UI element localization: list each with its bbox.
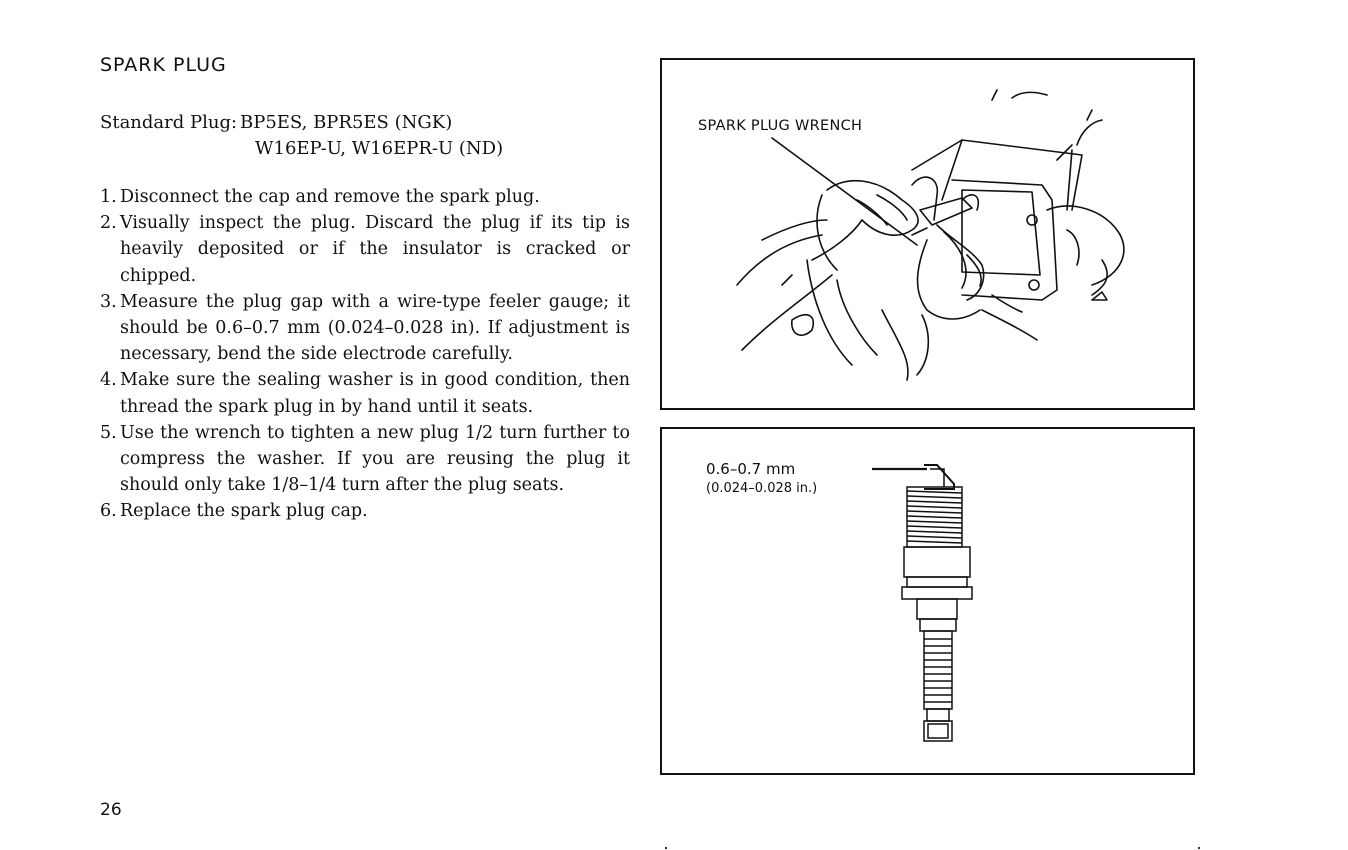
wrench-label: SPARK PLUG WRENCH xyxy=(698,118,863,134)
step-text: Use the wrench to tighten a new plug 1/2 turn further to compress the washer. If you are reusing the plug it should only take 1/8–1/4 turn after the plug seats. xyxy=(120,422,630,496)
standard-plug-spec xyxy=(100,110,630,162)
gap-mm-label: 0.6–0.7 mm xyxy=(706,460,796,478)
scan-mark xyxy=(665,847,667,849)
thread-line xyxy=(907,521,962,523)
step-number: 2. xyxy=(100,213,117,234)
spark-plug-threads xyxy=(907,491,962,543)
step-item xyxy=(100,420,630,499)
step-item xyxy=(100,367,630,419)
thread-line xyxy=(907,516,962,518)
gap-in-label: (0.024–0.028 in.) xyxy=(706,481,818,496)
step-text: Make sure the sealing washer is in good condition, then thread the spark plug in by hand until it seats. xyxy=(120,370,630,417)
wrench-illustration-figure xyxy=(660,58,1195,410)
thread-line xyxy=(907,541,962,543)
thread-line xyxy=(907,501,962,503)
spark-plug-gap-figure xyxy=(660,427,1195,775)
thread-line xyxy=(907,536,962,538)
step-text: Disconnect the cap and remove the spark plug. xyxy=(120,187,540,207)
page-number: 26 xyxy=(100,800,122,820)
scan-mark xyxy=(1198,847,1200,849)
step-number: 6. xyxy=(100,501,117,522)
step-item xyxy=(100,210,630,289)
step-number: 1. xyxy=(100,187,117,207)
thread-line xyxy=(907,531,962,533)
step-text: Visually inspect the plug. Discard the plug if its tip is heavily deposited or if the insulator is cracked or chipped. xyxy=(120,213,630,286)
thread-line xyxy=(907,491,962,493)
thread-line xyxy=(907,511,962,513)
step-item xyxy=(100,289,630,368)
standard-plug-line-1: BP5ES, BPR5ES (NGK) xyxy=(240,112,453,133)
thread-line xyxy=(907,526,962,528)
step-number: 5. xyxy=(100,422,117,443)
step-item xyxy=(100,498,630,524)
wrench-illustration xyxy=(662,60,1193,408)
text-column xyxy=(100,54,630,525)
step-number: 3. xyxy=(100,291,117,312)
thread-line xyxy=(907,496,962,498)
step-number: 4. xyxy=(100,370,117,391)
spark-plug-ribs xyxy=(924,639,952,702)
step-text: Replace the spark plug cap. xyxy=(120,501,368,522)
step-text: Measure the plug gap with a wire-type feeler gauge; it should be 0.6–0.7 mm (0.024–0.028 in). If adjustment is necessary, bend the side electrode carefully. xyxy=(120,291,630,365)
standard-plug-label: Standard Plug: xyxy=(100,112,238,133)
page-title: SPARK PLUG xyxy=(100,54,227,76)
procedure-steps xyxy=(100,184,630,525)
standard-plug-line-2: W16EP-U, W16EPR-U (ND) xyxy=(255,138,504,159)
step-item xyxy=(100,184,630,210)
thread-line xyxy=(907,506,962,508)
